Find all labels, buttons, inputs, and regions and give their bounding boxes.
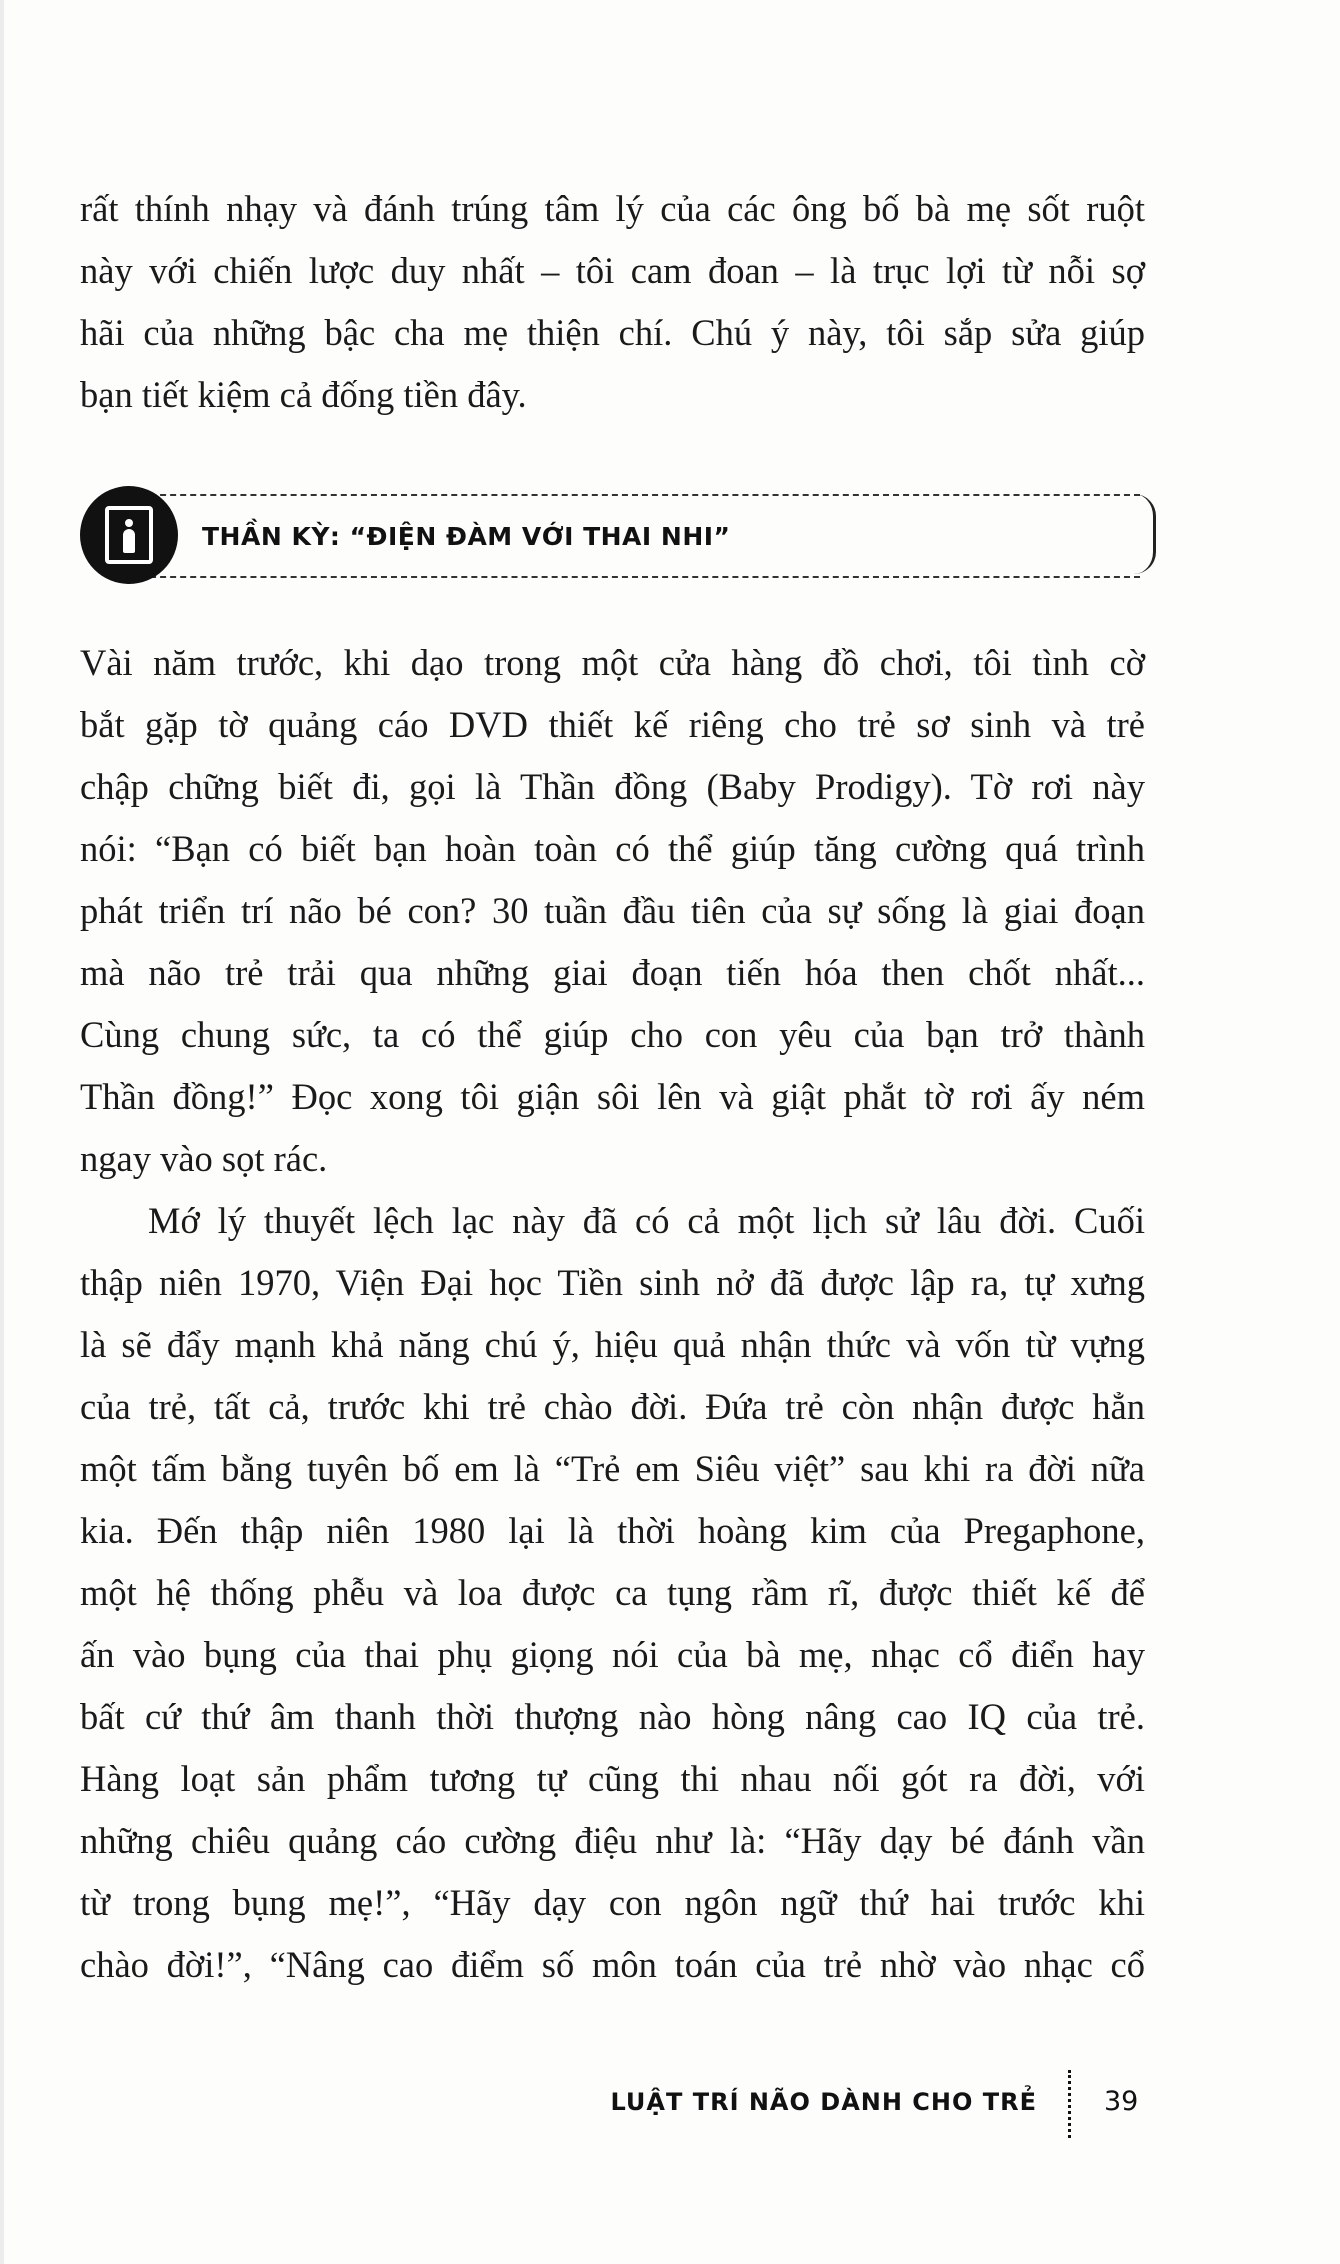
text-line: là sẽ đẩy mạnh khả năng chú ý, hiệu quả nhận thức và vốn từ vựng	[80, 1324, 1145, 1365]
text-line: kia. Đến thập niên 1980 lại là thời hoàng kim của Pregaphone,	[80, 1510, 1145, 1551]
door-figure-icon	[80, 486, 178, 584]
text-line: này với chiến lược duy nhất – tôi cam đoan – là trục lợi từ nỗi sợ	[80, 250, 1145, 291]
footer-separator	[1068, 2070, 1071, 2138]
intro-paragraph	[80, 178, 1145, 426]
text-line: chập chững biết đi, gọi là Thần đồng (Baby Prodigy). Tờ rơi này	[80, 766, 1145, 807]
text-line: chào đời!”, “Nâng cao điểm số môn toán của trẻ nhờ vào nhạc cổ	[80, 1944, 1145, 1985]
text-line: Hàng loạt sản phẩm tương tự cũng thi nhau nối gót ra đời, với	[80, 1758, 1145, 1799]
text-line: mà não trẻ trải qua những giai đoạn tiến hóa then chốt nhất...	[80, 952, 1145, 993]
text-line: Cùng chung sức, ta có thể giúp cho con yêu của bạn trở thành	[80, 1014, 1145, 1055]
text-line: những chiêu quảng cáo cường điệu như là: “Hãy dạy bé đánh vần	[80, 1820, 1145, 1861]
paragraph-2	[80, 1190, 1145, 1996]
text-line: bạn tiết kiệm cả đống tiền đây.	[80, 374, 527, 415]
text-line: của trẻ, tất cả, trước khi trẻ chào đời. Đứa trẻ còn nhận được hẳn	[80, 1386, 1145, 1427]
text-line: Mớ lý thuyết lệch lạc này đã có cả một lịch sử lâu đời. Cuối	[148, 1200, 1145, 1241]
text-line: bắt gặp tờ quảng cáo DVD thiết kế riêng cho trẻ sơ sinh và trẻ	[80, 704, 1145, 745]
text-line: rất thính nhạy và đánh trúng tâm lý của các ông bố bà mẹ sốt ruột	[80, 188, 1145, 229]
body-text	[80, 632, 1145, 1996]
text-line: một hệ thống phễu và loa được ca tụng rầm rĩ, được thiết kế để	[80, 1572, 1145, 1613]
text-line: nói: “Bạn có biết bạn hoàn toàn có thể giúp tăng cường quá trình	[80, 828, 1145, 869]
text-line: phát triển trí não bé con? 30 tuần đầu tiên của sự sống là giai đoạn	[80, 890, 1145, 931]
page-number: 39	[1104, 2086, 1139, 2117]
text-line: Thần đồng!” Đọc xong tôi giận sôi lên và giật phắt tờ rơi ấy ném	[80, 1076, 1145, 1117]
text-line: ngay vào sọt rác.	[80, 1138, 328, 1179]
text-line: Vài năm trước, khi dạo trong một cửa hàng đồ chơi, tôi tình cờ	[80, 642, 1145, 683]
text-line: một tấm bằng tuyên bố em là “Trẻ em Siêu việt” sau khi ra đời nữa	[80, 1448, 1145, 1489]
text-line: thập niên 1970, Viện Đại học Tiền sinh nở đã được lập ra, tự xưng	[80, 1262, 1145, 1303]
section-header-box	[80, 486, 1160, 590]
text-line: từ trong bụng mẹ!”, “Hãy dạy con ngôn ngữ thứ hai trước khi	[80, 1882, 1145, 1923]
page-edge-shadow	[0, 0, 4, 2264]
paragraph-1	[80, 632, 1145, 1190]
text-line: bất cứ thứ âm thanh thời thượng nào hòng nâng cao IQ của trẻ.	[80, 1696, 1145, 1737]
running-title: LUẬT TRÍ NÃO DÀNH CHO TRẺ	[610, 2088, 1037, 2116]
text-line: hãi của những bậc cha mẹ thiện chí. Chú ý này, tôi sắp sửa giúp	[80, 312, 1145, 353]
section-title: THẦN KỲ: “ĐIỆN ĐÀM VỚI THAI NHI”	[202, 522, 731, 551]
page-footer	[0, 2060, 1340, 2140]
frame-bracket	[1131, 494, 1156, 574]
text-line: ấn vào bụng của thai phụ giọng nói của bà mẹ, nhạc cổ điển hay	[80, 1634, 1145, 1675]
